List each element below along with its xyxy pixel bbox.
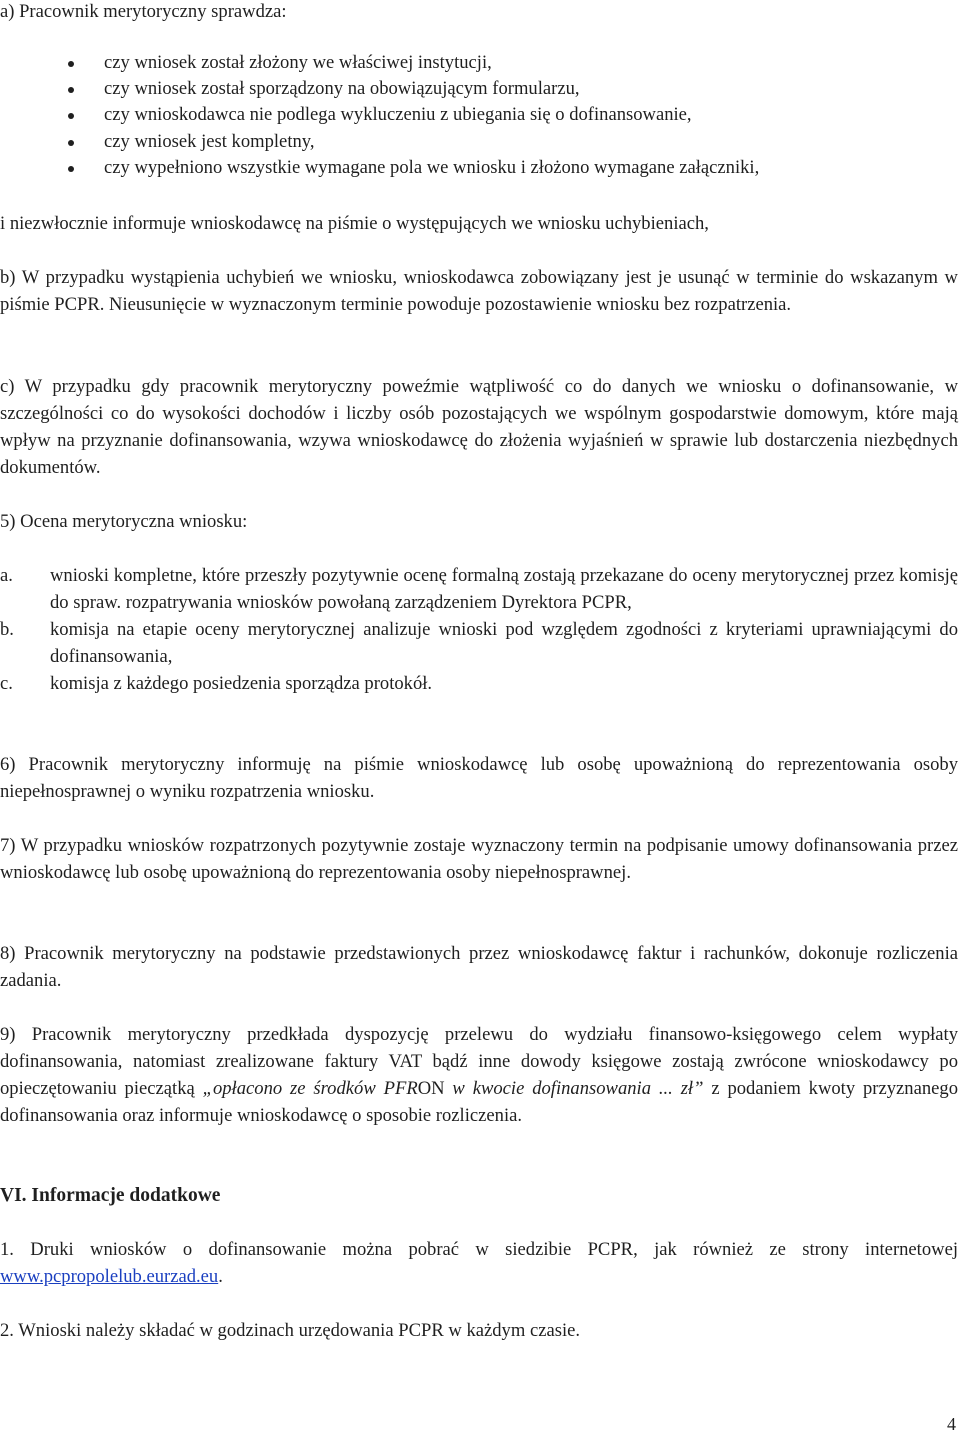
list-marker: b. — [0, 619, 14, 640]
list-item — [0, 562, 958, 616]
check-list-item: czy wypełniono wszystkie wymagane pola we wniosku i złożono wymagane załączniki, — [68, 155, 928, 181]
check-list — [68, 50, 928, 181]
check-list-item: czy wnioskodawca nie podlega wykluczeniu z ubiegania się o dofinansowanie, — [68, 102, 928, 128]
section-9-text-end: z podaniem kwoty przyznanego dofinansowania oraz informuje wnioskodawcę o sposobie rozliczenia. — [0, 1078, 958, 1126]
list-item — [0, 670, 958, 697]
list-item-text: komisja na etapie oceny merytorycznej analizuje wnioski pod względem zgodności z kryteriami uprawniającymi do dofinansowania, — [50, 619, 958, 667]
check-list-item: czy wniosek jest kompletny, — [68, 129, 928, 155]
website-link[interactable]: www.pcpropolelub.eurzad.eu — [0, 1266, 219, 1287]
section-vi-text-end: . — [218, 1266, 223, 1287]
section-9-text: 9) Pracownik merytoryczny przedkłada dyspozycję przelewu do wydziału finansowo-księgowego celem wypłaty dofinansowania, natomiast zrealizowane faktury VAT bądź inne dowody księgowe zostają zwrócone wnioskodawcy po opieczętowaniu pieczątką — [0, 1024, 958, 1099]
section-9-paragraph — [0, 1021, 958, 1129]
section-6-paragraph: 6) Pracownik merytoryczny informuję na piśmie wnioskodawcę lub osobę upoważnioną do reprezentowania osoby niepełnosprawnej o wyniku rozpatrzenia wniosku. — [0, 754, 958, 802]
section-5-heading: 5) Ocena merytoryczna wniosku: — [0, 511, 248, 532]
list-item-text: komisja z każdego posiedzenia sporządza protokół. — [50, 673, 433, 694]
section-b-paragraph: b) W przypadku wystąpienia uchybień we wniosku, wnioskodawca zobowiązany jest je usunąć w terminie do wskazanym w piśmie PCPR. Nieusunięcie w wyznaczonym terminie powoduje pozostawienie wniosku bez rozpatrzenia. — [0, 267, 958, 315]
page-number: 4 — [947, 1414, 956, 1434]
section-vi-text: 1. Druki wniosków o dofinansowanie można pobrać w siedzibie PCPR, jak również ze strony internetowej — [0, 1239, 958, 1260]
section-vi-heading: VI. Informacje dodatkowe — [0, 1185, 221, 1206]
check-list-item: czy wniosek został sporządzony na obowiązującym formularzu, — [68, 76, 928, 102]
section-c-paragraph: c) W przypadku gdy pracownik merytoryczny poweźmie wątpliwość co do danych we wniosku o dofinansowanie, w szczególności co do wysokości dochodów i liczby osób pozostających we wspólnym gospodarstwie domowym, które mają wpływ na przyznanie dofinansowania, wzywa wnioskodawcę do złożenia wyjaśnień w sprawie lub dostarczenia niezbędnych dokumentów. — [0, 376, 958, 478]
list-item-text: wnioski kompletne, które przeszły pozytywnie ocenę formalną zostają przekazane do oceny merytorycznej przez komisję do spraw. rozpatrywania wniosków powołaną zarządzeniem Dyrektora PCPR, — [50, 565, 958, 613]
list-marker: c. — [0, 673, 13, 694]
list-item — [0, 616, 958, 670]
section-7-paragraph: 7) W przypadku wniosków rozpatrzonych pozytywnie zostaje wyznaczony termin na podpisanie umowy dofinansowania przez wnioskodawcę lub osobę upoważnioną do reprezentowania osoby niepełnosprawnej. — [0, 835, 958, 883]
stamp-quote-plain: ON — [417, 1078, 445, 1099]
section-5-list — [0, 562, 958, 697]
check-list-item: czy wniosek został złożony we właściwej instytucji, — [68, 50, 928, 76]
stamp-quote: „opłacono ze środków PFR — [202, 1078, 418, 1099]
section-a-after: i niezwłocznie informuje wnioskodawcę na piśmie o występujących we wniosku uchybieniach, — [0, 213, 709, 234]
list-marker: a. — [0, 565, 13, 586]
stamp-quote-amount: w kwocie dofinansowania ... zł” — [444, 1078, 704, 1099]
section-vi-paragraph-1 — [0, 1236, 958, 1290]
section-vi-paragraph-2: 2. Wnioski należy składać w godzinach urzędowania PCPR w każdym czasie. — [0, 1320, 581, 1341]
section-a-heading: a) Pracownik merytoryczny sprawdza: — [0, 1, 287, 22]
section-8-paragraph: 8) Pracownik merytoryczny na podstawie przedstawionych przez wnioskodawcę faktur i rachunków, dokonuje rozliczenia zadania. — [0, 943, 958, 991]
